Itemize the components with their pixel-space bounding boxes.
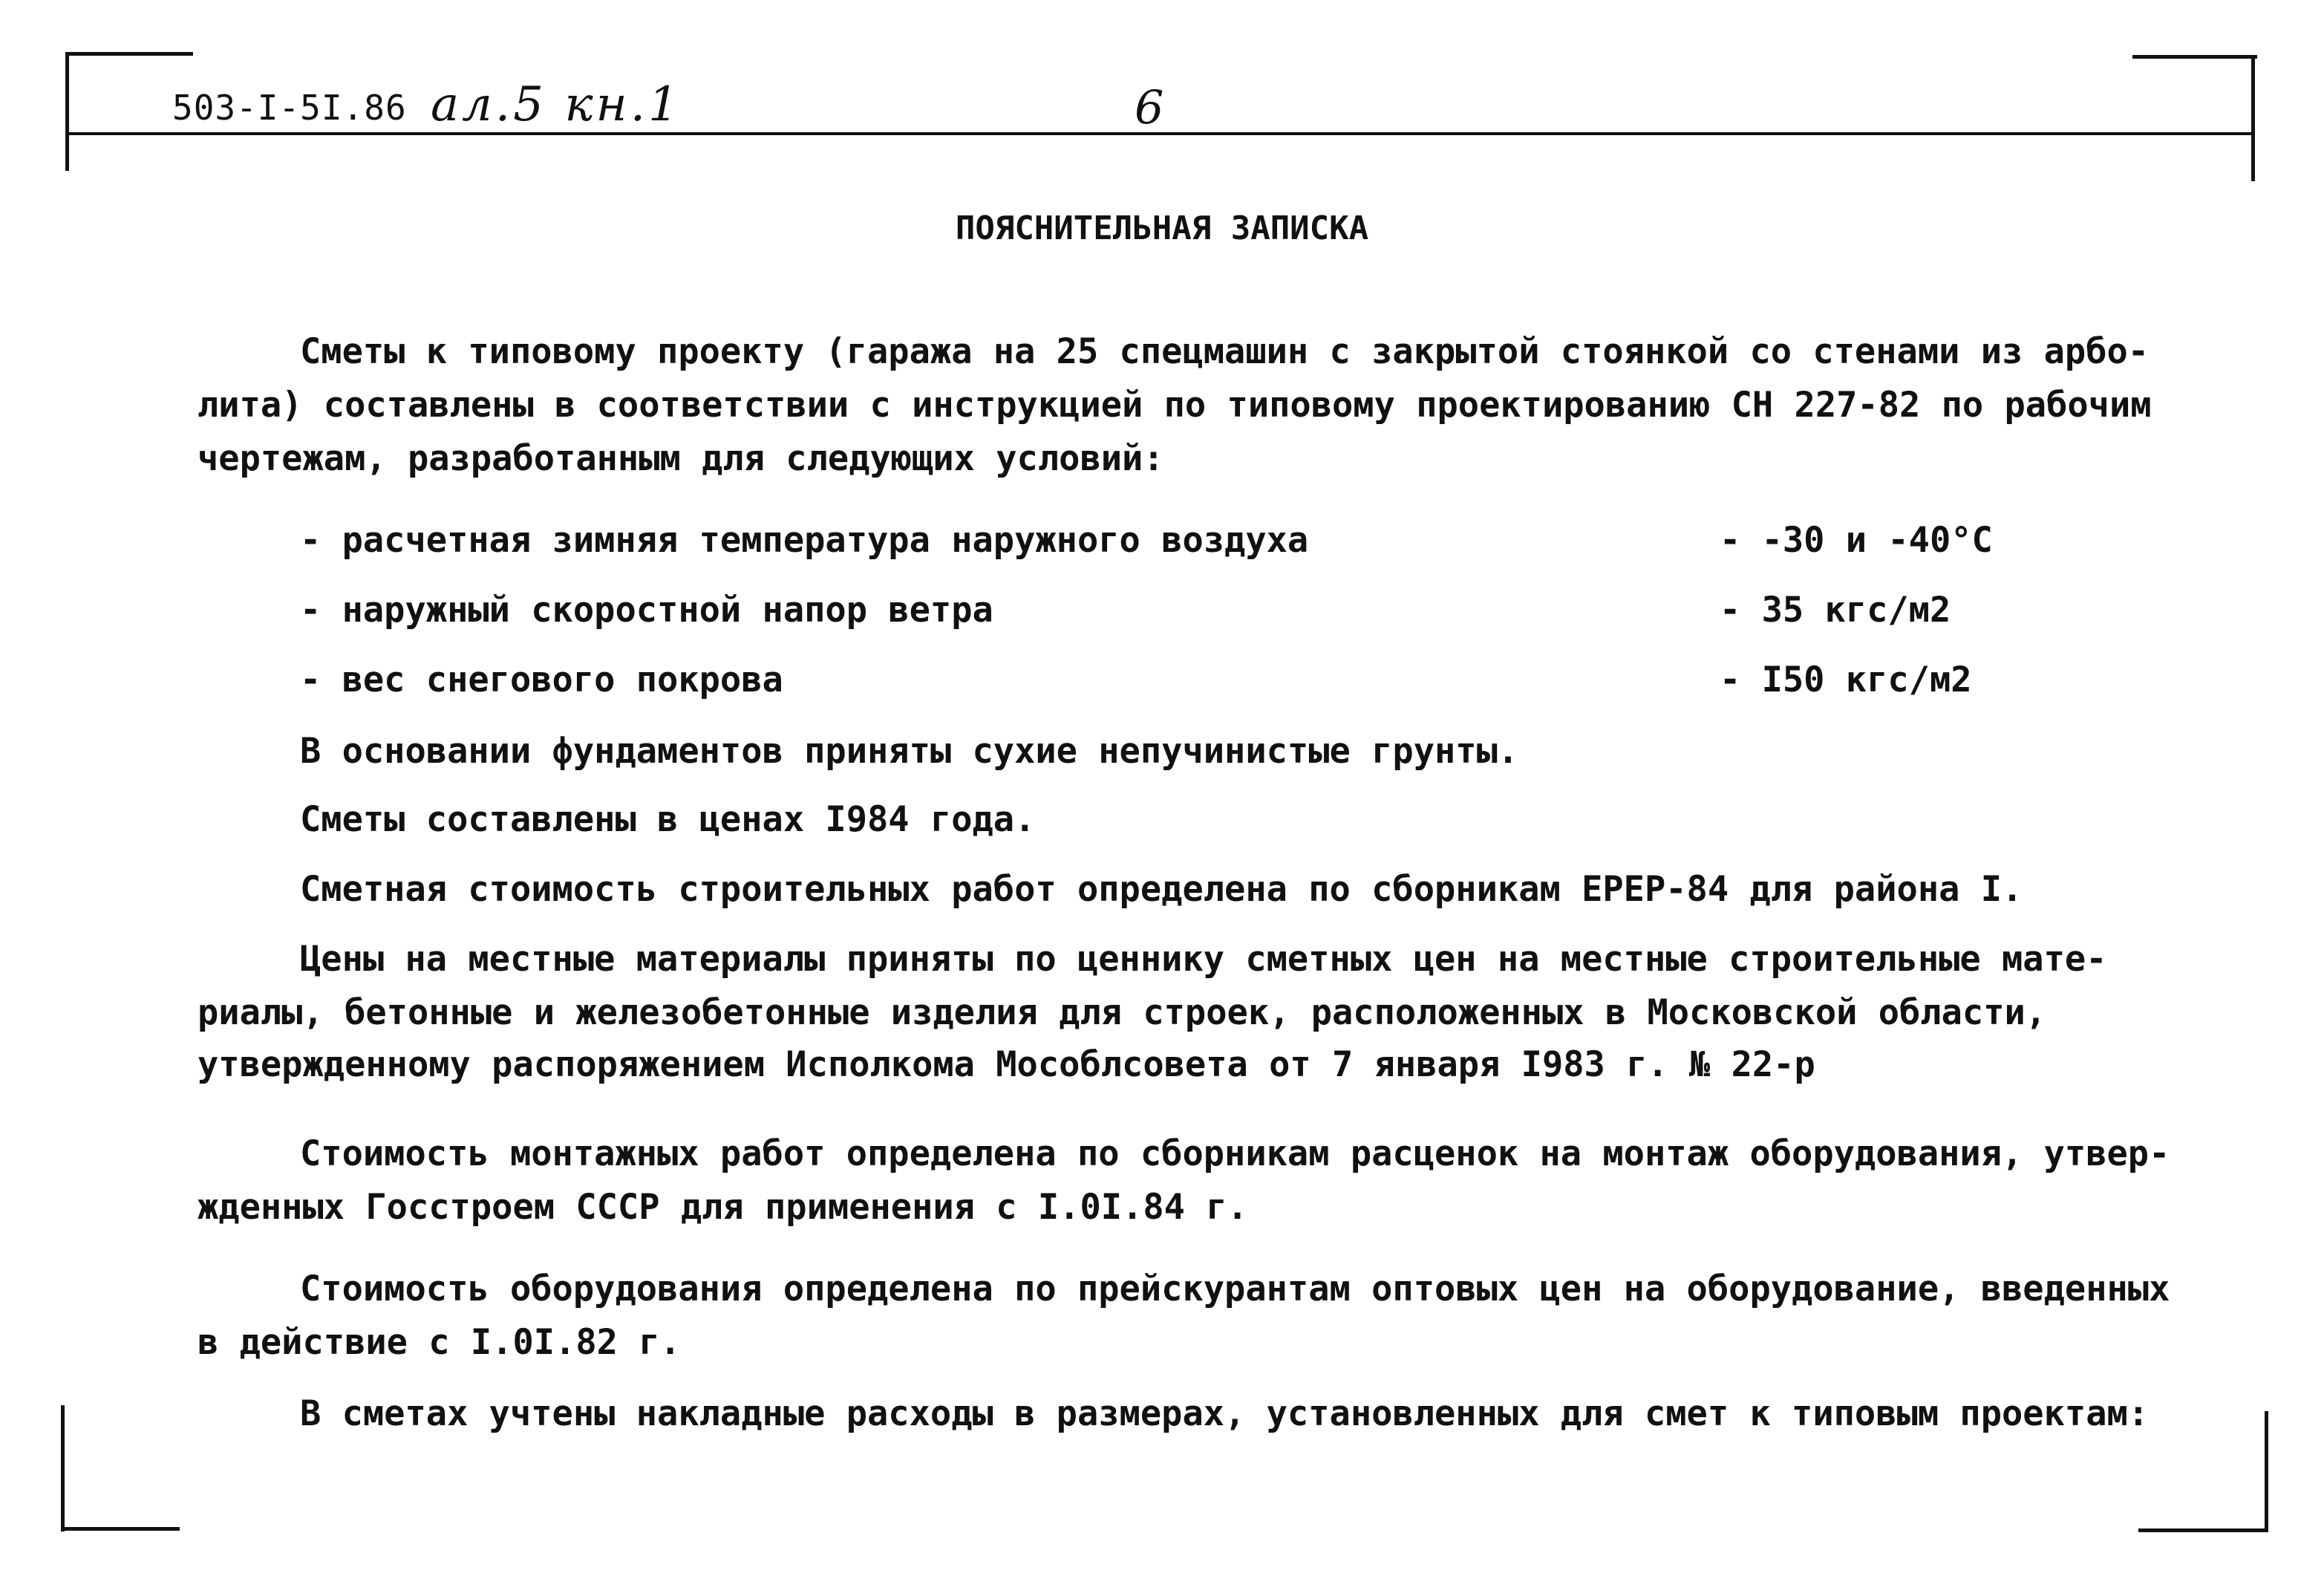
page-title: ПОЯСНИТЕЛЬНАЯ ЗАПИСКА — [955, 209, 1369, 247]
frame-top-left-horizontal — [65, 52, 193, 56]
intro-line-1: Сметы к типовому проекту (гаража на 25 спецмашин с закрытой стоянкой со стенами из арбо- — [300, 331, 2150, 372]
condition-label-temperature: - расчетная зимняя температура наружного воздуха — [300, 520, 1309, 561]
paragraph-construction-cost: Сметная стоимость строительных работ определена по сборникам ЕРЕР-84 для района I. — [300, 869, 2023, 910]
paragraph-soils: В основании фундаментов приняты сухие непучинистые грунты. — [300, 731, 1519, 772]
frame-top-left-vertical — [65, 52, 69, 171]
document-code: 503-I-5I.86 — [172, 88, 407, 128]
condition-label-snow: - вес снегового покрова — [300, 660, 783, 700]
frame-top-right-vertical — [2251, 55, 2255, 181]
frame-bottom-left-horizontal — [61, 1527, 180, 1531]
condition-value-wind: - 35 кгс/м2 — [1720, 590, 1951, 631]
paragraph-overheads: В сметах учтены накладные расходы в размерах, установленных для смет к типовым проектам: — [300, 1393, 2150, 1434]
frame-top-right-horizontal — [2132, 55, 2257, 59]
condition-value-snow: - I50 кгс/м2 — [1720, 660, 1972, 700]
paragraph-prices-year: Сметы составлены в ценах I984 года. — [300, 799, 1036, 840]
frame-bottom-left-vertical — [61, 1405, 65, 1531]
intro-line-3: чертежам, разработанным для следующих условий: — [198, 438, 1164, 479]
album-note: ал.5 кн.1 — [431, 77, 682, 132]
condition-label-wind: - наружный скоростной напор ветра — [300, 590, 993, 631]
frame-bottom-right-vertical — [2265, 1411, 2268, 1531]
paragraph-materials-line-2: риалы, бетонные и железобетонные изделия для строек, расположенных в Московской области, — [198, 992, 2047, 1033]
condition-value-temperature: - -30 и -40°С — [1720, 520, 1993, 561]
intro-line-2: лита) составлены в соответствии с инструкцией по типовому проектированию СН 227-82 по рабочим — [198, 385, 2152, 426]
frame-bottom-right-horizontal — [2138, 1528, 2268, 1532]
paragraph-equipment-line-1: Стоимость оборудования определена по прейскурантам оптовых цен на оборудование, введенных — [300, 1269, 2170, 1309]
paragraph-equipment-line-2: в действие с I.0I.82 г. — [198, 1322, 681, 1363]
paragraph-installation-line-2: жденных Госстроем СССР для применения с I.0I.84 г. — [198, 1187, 1248, 1228]
page-number: 6 — [1135, 80, 1164, 134]
paragraph-materials-line-3: утвержденному распоряжением Исполкома Мособлсовета от 7 января I983 г. № 22-р — [198, 1044, 1815, 1085]
paragraph-materials-line-1: Цены на местные материалы приняты по ценнику сметных цен на местные строительные мате- — [300, 939, 2107, 980]
paragraph-installation-line-1: Стоимость монтажных работ определена по сборникам расценок на монтаж оборудования, утвер- — [300, 1133, 2170, 1174]
